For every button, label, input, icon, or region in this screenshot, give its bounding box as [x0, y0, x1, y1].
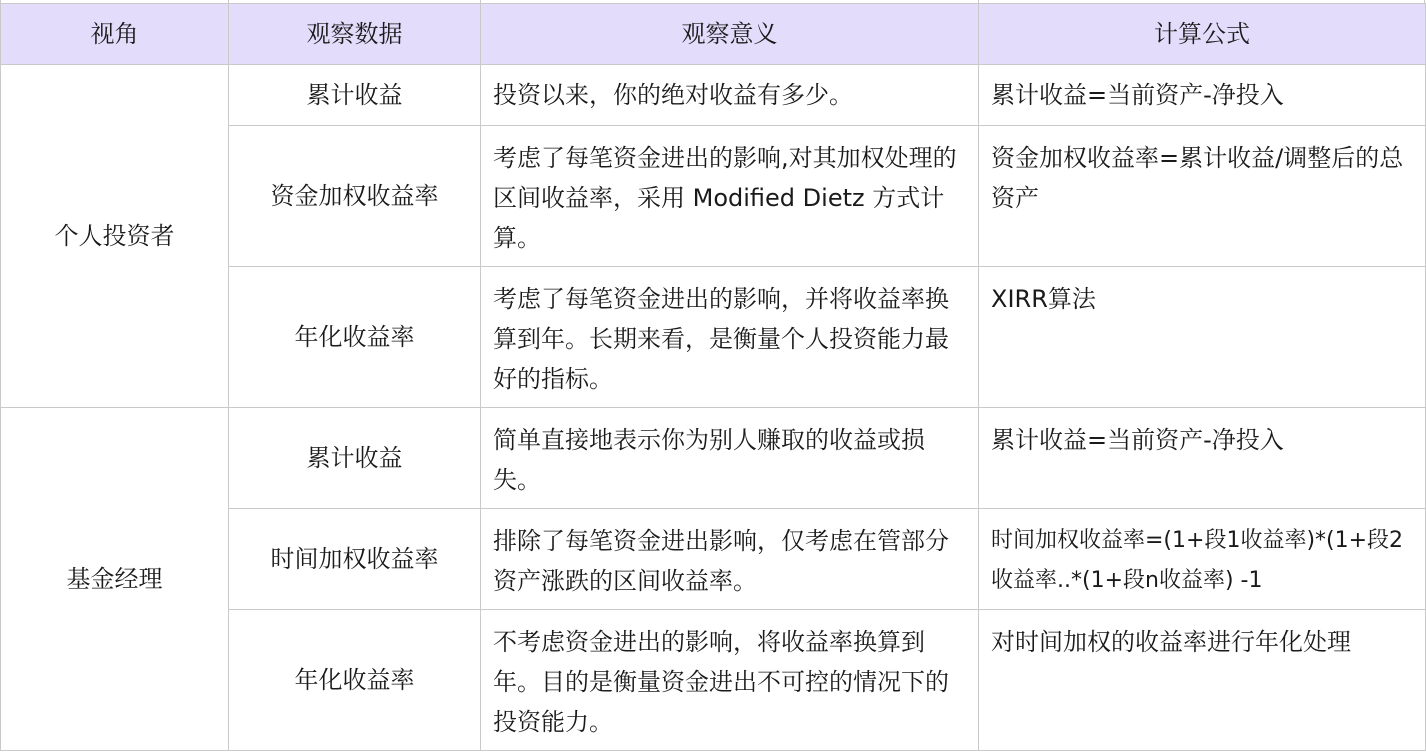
header-metric: 观察数据: [229, 4, 481, 65]
meaning-cell: 排除了每笔资金进出影响，仅考虑在管部分资产涨跌的区间收益率。: [481, 509, 979, 610]
formula-cell: 时间加权收益率=(1+段1收益率)*(1+段2收益率..*(1+段n收益率) -1: [979, 509, 1426, 610]
meaning-cell: 投资以来，你的绝对收益有多少。: [481, 65, 979, 126]
metric-cell: 时间加权收益率: [229, 509, 481, 610]
formula-cell: 累计收益=当前资产-净投入: [979, 65, 1426, 126]
header-row: [1, 4, 1426, 65]
meaning-cell: 不考虑资金进出的影响，将收益率换算到年。目的是衡量资金进出不可控的情况下的投资能力。: [481, 610, 979, 751]
metrics-table: [0, 3, 1426, 751]
metric-cell: 累计收益: [229, 408, 481, 509]
meaning-cell: 考虑了每笔资金进出的影响，并将收益率换算到年。长期来看，是衡量个人投资能力最好的指标。: [481, 267, 979, 408]
formula-cell: 累计收益=当前资产-净投入: [979, 408, 1426, 509]
table-row: [1, 408, 1426, 509]
formula-cell: 对时间加权的收益率进行年化处理: [979, 610, 1426, 751]
formula-cell: 资金加权收益率=累计收益/调整后的总资产: [979, 126, 1426, 267]
header-formula: 计算公式: [979, 4, 1426, 65]
metric-cell: 年化收益率: [229, 610, 481, 751]
header-perspective: 视角: [1, 4, 229, 65]
meaning-cell: 考虑了每笔资金进出的影响,对其加权处理的区间收益率，采用 Modified Dietz 方式计算。: [481, 126, 979, 267]
metric-cell: 资金加权收益率: [229, 126, 481, 267]
header-meaning: 观察意义: [481, 4, 979, 65]
meaning-cell: 简单直接地表示你为别人赚取的收益或损失。: [481, 408, 979, 509]
perspective-cell-individual: 个人投资者: [1, 65, 229, 408]
metric-cell: 年化收益率: [229, 267, 481, 408]
metric-cell: 累计收益: [229, 65, 481, 126]
perspective-cell-fund-manager: 基金经理: [1, 408, 229, 751]
formula-cell: XIRR算法: [979, 267, 1426, 408]
table-row: [1, 65, 1426, 126]
